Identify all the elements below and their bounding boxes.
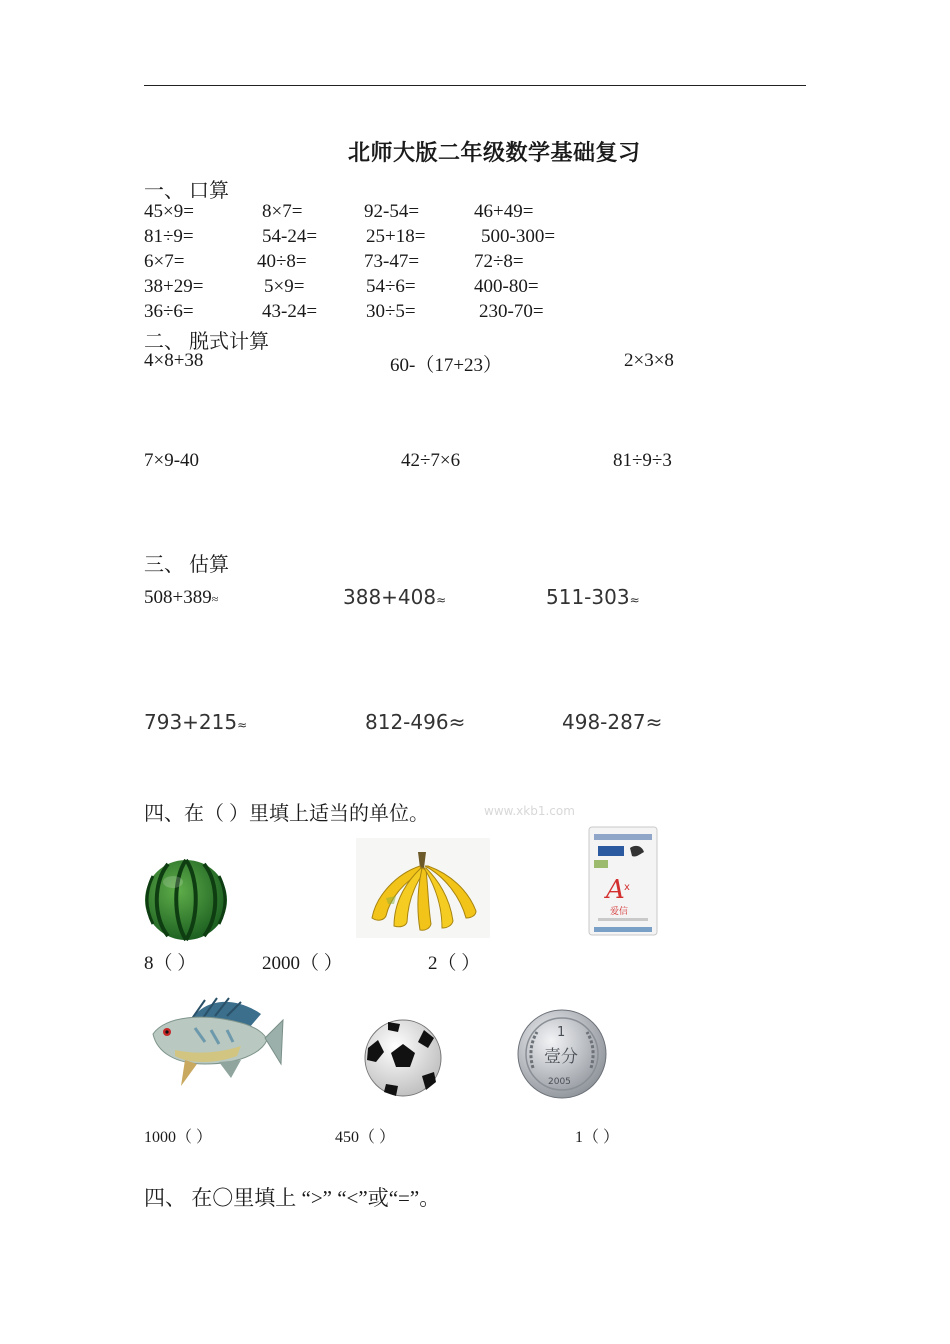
step-calc-item: 60-（17+23） (390, 355, 503, 376)
estimate-item (144, 587, 218, 609)
flour-label: 爱信 (610, 907, 629, 917)
section-5-heading: 四、 在〇里填上 “>” “<”或“=”。 (144, 1186, 441, 1210)
watermelon-image (143, 858, 231, 942)
svg-text:A: A (606, 875, 625, 905)
estimate-item (144, 710, 247, 734)
section-3-heading: 三、 估算 (144, 554, 229, 576)
oral-item: 30÷5= (366, 301, 416, 322)
oral-item: 36÷6= (144, 301, 194, 322)
oral-item: 46+49= (474, 201, 534, 222)
section-1-heading: 一、 口算 (144, 180, 229, 202)
approx-sign: ≈ (629, 593, 640, 607)
step-calc-item: 2×3×8 (624, 350, 674, 371)
svg-text:x: x (624, 882, 630, 893)
oral-item: 45×9= (144, 201, 194, 222)
step-calc-item: 81÷9÷3 (613, 450, 672, 471)
oral-item: 43-24= (262, 301, 318, 322)
estimate-expr: 511-303 (546, 585, 630, 609)
oral-item: 92-54= (364, 201, 420, 222)
approx-sign: ≈ (211, 592, 219, 606)
step-calc-item: 7×9-40 (144, 450, 200, 471)
coin-image (515, 1008, 609, 1100)
page-title: 北师大版二年级数学基础复习 (348, 141, 641, 166)
coin-top: 1 (557, 1025, 566, 1040)
oral-item: 73-47= (364, 251, 420, 272)
oral-item: 40÷8= (257, 251, 307, 272)
estimate-item (546, 585, 640, 609)
oral-item: 72÷8= (474, 251, 524, 272)
step-calc-item: 4×8+38 (144, 350, 204, 371)
unit-blank[interactable]: 2（ ） (428, 953, 481, 974)
estimate-item: 498-287≈ (562, 710, 663, 734)
step-calc-item: 42÷7×6 (401, 450, 461, 471)
oral-item: 81÷9= (144, 226, 194, 247)
approx-sign: ≈ (436, 593, 447, 607)
estimate-item (343, 585, 446, 609)
watermark: www.xkb1.com (484, 804, 575, 818)
unit-blank[interactable]: 2000（ ） (262, 953, 343, 974)
estimate-expr: 508+389 (144, 587, 212, 608)
section-4-heading: 四、在（ ）里填上适当的单位。 (144, 803, 429, 825)
oral-item: 25+18= (366, 226, 426, 247)
unit-blank[interactable]: 1（ ） (575, 1129, 620, 1146)
section-2-heading: 二、 脱式计算 (144, 331, 269, 353)
approx-sign: ≈ (237, 718, 248, 732)
oral-item: 54÷6= (366, 276, 416, 297)
flour-bag-image (586, 824, 660, 938)
oral-item: 8×7= (262, 201, 303, 222)
coin-year: 2005 (548, 1077, 571, 1087)
oral-item: 230-70= (479, 301, 544, 322)
banana-image (356, 838, 490, 938)
unit-blank[interactable]: 8（ ） (144, 953, 197, 974)
estimate-expr: 793+215 (144, 710, 238, 734)
oral-item: 38+29= (144, 276, 204, 297)
oral-item: 500-300= (481, 226, 556, 247)
estimate-item: 812-496≈ (365, 710, 466, 734)
oral-item: 54-24= (262, 226, 318, 247)
oral-item: 400-80= (474, 276, 539, 297)
soccer-ball-image (362, 1018, 444, 1098)
unit-blank[interactable]: 450（ ） (335, 1129, 396, 1146)
unit-blank[interactable]: 1000（ ） (144, 1129, 213, 1146)
coin-middle: 壹分 (544, 1047, 578, 1067)
header-rule (144, 85, 806, 86)
estimate-expr: 388+408 (343, 585, 437, 609)
oral-item: 5×9= (264, 276, 305, 297)
oral-item: 6×7= (144, 251, 185, 272)
fish-image (145, 994, 287, 1090)
